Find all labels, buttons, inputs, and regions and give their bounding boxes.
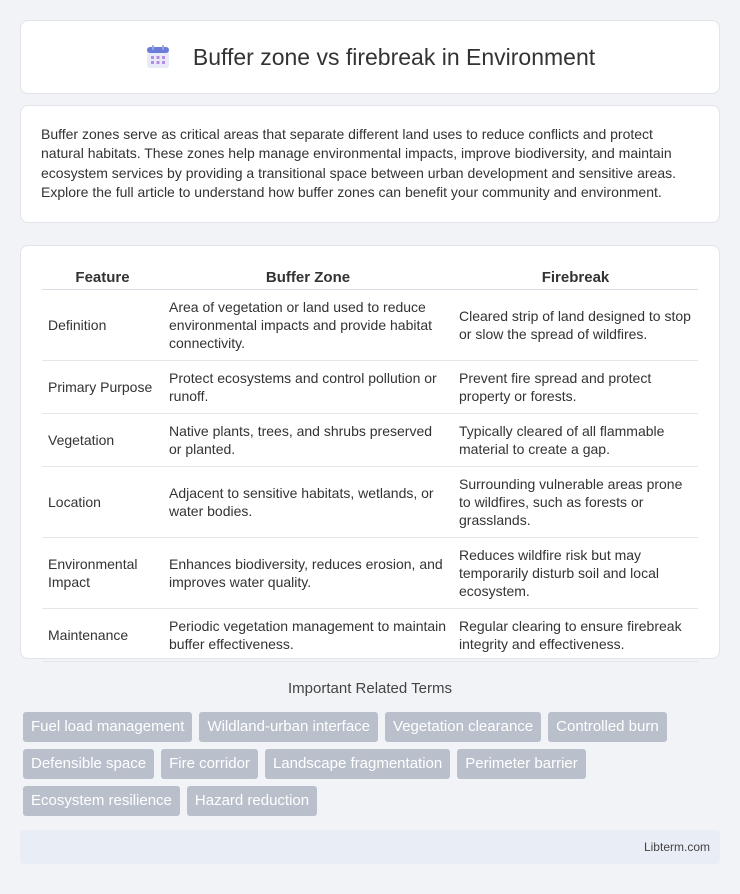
comparison-table [42, 265, 698, 662]
table-cell: Primary Purpose [42, 361, 163, 414]
table-cell: Enhances biodiversity, reduces erosion, and improves water quality. [163, 538, 453, 609]
related-terms-title: Important Related Terms [288, 680, 452, 697]
table-cell: Adjacent to sensitive habitats, wetlands, or water bodies. [163, 467, 453, 538]
table-cell: Prevent fire spread and protect property or forests. [453, 361, 698, 414]
table-cell: Cleared strip of land designed to stop or slow the spread of wildfires. [453, 290, 698, 361]
table-cell: Definition [42, 290, 163, 361]
intro-text: Buffer zones serve as critical areas that separate different land uses to reduce conflicts and protect natural habitats. These zones help manage environmental impacts, improve biodiversity, and maintain ecosystem services by providing a transitional space between urban development and sensitive areas. Explore the full article to understand how buffer zones can benefit your community and environment. [41, 126, 677, 200]
related-term-tag[interactable]: Controlled burn [548, 712, 667, 742]
table-cell: Surrounding vulnerable areas prone to wildfires, such as forests or grasslands. [453, 467, 698, 538]
table-row [42, 414, 698, 467]
table-header-row [42, 265, 698, 290]
table-row [42, 609, 698, 662]
table-cell: Typically cleared of all flammable material to create a gap. [453, 414, 698, 467]
table-cell: Protect ecosystems and control pollution or runoff. [163, 361, 453, 414]
table-cell: Periodic vegetation management to maintain buffer effectiveness. [163, 609, 453, 662]
table-cell: Regular clearing to ensure firebreak integrity and effectiveness. [453, 609, 698, 662]
footer [20, 830, 720, 864]
footer-site-link[interactable]: Libterm.com [643, 840, 710, 854]
table-row [42, 361, 698, 414]
table-row [42, 467, 698, 538]
table-cell: Maintenance [42, 609, 163, 662]
related-term-tag[interactable]: Fire corridor [161, 749, 258, 779]
calendar-icon [145, 44, 171, 70]
table-cell: Location [42, 467, 163, 538]
table-cell: Native plants, trees, and shrubs preserved or planted. [163, 414, 453, 467]
related-term-tag[interactable]: Perimeter barrier [457, 749, 586, 779]
related-term-tag[interactable]: Ecosystem resilience [23, 786, 180, 816]
table-row [42, 538, 698, 609]
column-header: Feature [42, 265, 163, 290]
column-header: Firebreak [453, 265, 698, 290]
related-term-tag[interactable]: Hazard reduction [187, 786, 317, 816]
related-term-tag[interactable]: Landscape fragmentation [265, 749, 450, 779]
table-cell: Area of vegetation or land used to reduce environmental impacts and provide habitat connectivity. [163, 290, 453, 361]
related-term-tag[interactable]: Fuel load management [23, 712, 192, 742]
table-row [42, 290, 698, 361]
header-card [20, 20, 720, 94]
related-term-tag[interactable]: Vegetation clearance [385, 712, 541, 742]
table-cell: Reduces wildfire risk but may temporarily disturb soil and local ecosystem. [453, 538, 698, 609]
table-cell: Environmental Impact [42, 538, 163, 609]
comparison-table-card [20, 245, 720, 659]
column-header: Buffer Zone [163, 265, 453, 290]
table-cell: Vegetation [42, 414, 163, 467]
related-term-tag[interactable]: Defensible space [23, 749, 154, 779]
related-terms-list [23, 712, 723, 816]
page-title: Buffer zone vs firebreak in Environment [192, 43, 596, 70]
intro-card [20, 105, 720, 223]
related-term-tag[interactable]: Wildland-urban interface [199, 712, 378, 742]
